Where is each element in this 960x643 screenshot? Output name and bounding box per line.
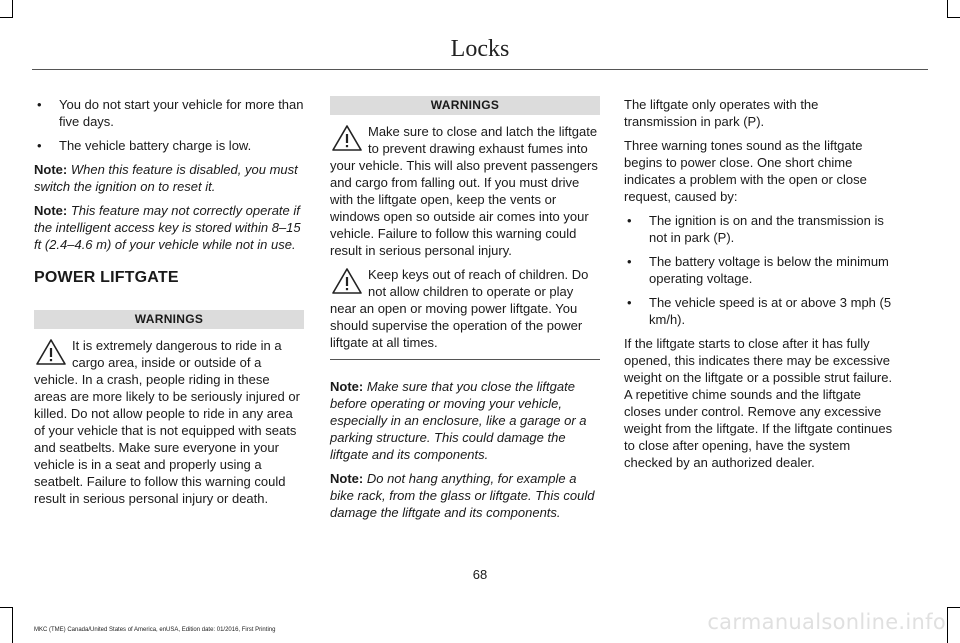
list-item: • The ignition is on and the transmission is not in park (P). [624, 212, 894, 246]
header-divider [32, 69, 928, 70]
note-label: Note: [34, 203, 68, 218]
warning-text: Keep keys out of reach of children. Do not allow children to operate or play near an open or moving power liftgate. You should supervise the operation of the power liftgate at all times. [330, 267, 589, 350]
list-item: • You do not start your vehicle for more than five days. [34, 96, 304, 130]
crop-mark [947, 607, 948, 643]
note-text: This feature may not correctly operate if the intelligent access key is stored within 8–15 ft (2.4–4.6 m) of your vehicle while not in use. [34, 203, 301, 252]
warning-triangle-icon [330, 266, 364, 296]
paragraph: Three warning tones sound as the liftgate begins to power close. One short chime indicates a problem with the open or close request, caused by: [624, 138, 867, 204]
note [34, 202, 304, 253]
column-left [34, 96, 304, 514]
warning-paragraph [330, 123, 600, 259]
note-label: Note: [330, 471, 364, 486]
note-text: When this feature is disabled, you must switch the ignition on to reset it. [34, 162, 298, 194]
bullet-list [624, 212, 894, 328]
note-text: Do not hang anything, for example a bike rack, from the glass or liftgate. This could damage the liftgate and its components. [330, 471, 595, 520]
paragraph: If the liftgate starts to close after it has fully opened, this indicates there may be excessive weight on the liftgate or a possible strut failure. A repetitive chime sounds and the liftgate closes under control. Remove any excessive weight from the liftgate. If the liftgate continues to close after opening, have the system checked by an authorized dealer. [624, 336, 893, 470]
note-text: Make sure that you close the liftgate before operating or moving your vehicle, especially in an enclosure, like a garage or a parking structure. This could damage the liftgate and its components. [330, 379, 587, 462]
crop-mark [947, 17, 960, 18]
warning-text: Make sure to close and latch the liftgate to prevent drawing exhaust fumes into your vehicle. This will also prevent passengers and cargo from falling out. If you must drive with the liftgate open, keep the vents or windows open so outside air comes into your vehicle. Failure to follow this warning could result in serious personal injury. [330, 124, 598, 258]
crop-mark [947, 607, 960, 608]
page-number: 68 [472, 567, 488, 582]
bullet-list [34, 96, 304, 154]
crop-mark [12, 0, 13, 17]
warning-paragraph [330, 266, 600, 351]
edition-footer: MKC (TME) Canada/United States of America, enUSA, Edition date: 01/2016, First Printing [34, 627, 276, 633]
note [330, 470, 600, 521]
warnings-heading: WARNINGS [330, 96, 600, 115]
note [34, 161, 304, 195]
crop-mark [0, 607, 13, 608]
column-right [624, 96, 894, 478]
page-title: Locks [450, 36, 510, 62]
warnings-heading: WARNINGS [34, 310, 304, 329]
note-label: Note: [34, 162, 68, 177]
section-heading: POWER LIFTGATE [34, 269, 179, 286]
list-item: • The vehicle speed is at or above 3 mph (5 km/h). [624, 294, 894, 328]
note [330, 378, 600, 463]
warning-paragraph [34, 337, 304, 507]
column-middle [330, 96, 600, 528]
warning-end-divider [330, 359, 600, 360]
crop-mark [12, 607, 13, 643]
warning-triangle-icon [330, 123, 364, 153]
watermark: carmanualsonline.info [707, 610, 946, 634]
warning-triangle-icon [34, 337, 68, 367]
crop-mark [0, 17, 13, 18]
paragraph: The liftgate only operates with the transmission in park (P). [624, 97, 819, 129]
warning-text: It is extremely dangerous to ride in a cargo area, inside or outside of a vehicle. In a crash, people riding in these areas are more likely to be seriously injured or killed. Do not allow people to ride in any area of your vehicle that is not equipped with seats and seatbelts. Make sure everyone in your vehicle is in a seat and properly using a seatbelt. Failure to follow this warning could result in serious personal injury or death. [34, 338, 300, 506]
list-item: • The battery voltage is below the minimum operating voltage. [624, 253, 894, 287]
note-label: Note: [330, 379, 364, 394]
list-item: • The vehicle battery charge is low. [34, 137, 304, 154]
crop-mark [947, 0, 948, 17]
